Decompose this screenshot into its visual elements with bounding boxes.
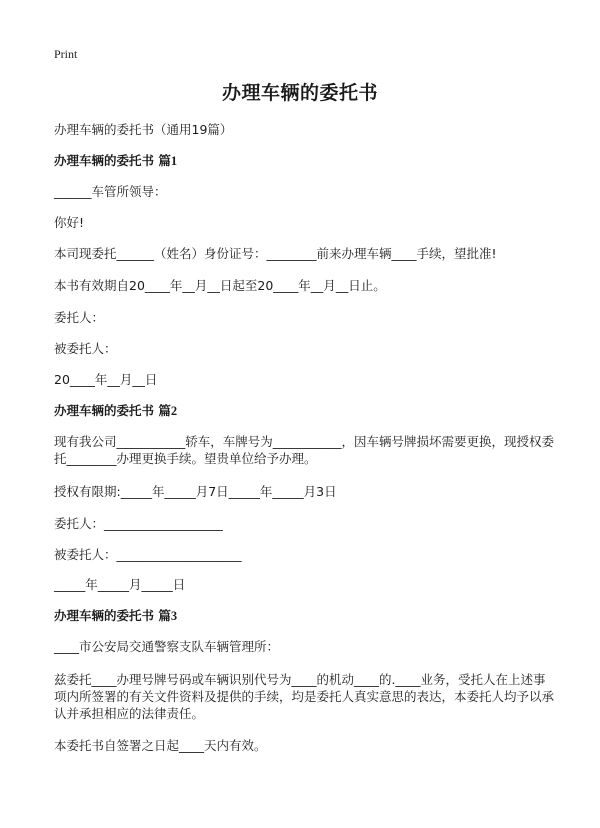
page-title: 办理车辆的委托书 [221, 82, 378, 104]
section-heading-3-text: 办理车辆的委托书 [54, 608, 159, 623]
section1-addressee: ______车管所领导： [54, 184, 167, 199]
section2-period: 授权有限期:_____年_____月7日_____年_____月3日 [54, 484, 337, 499]
section2-principal: 委托人：___________________ [54, 516, 223, 531]
section2-agent: 被委托人：____________________ [54, 547, 242, 562]
section-heading-1-text: 办理车辆的委托书 [54, 153, 159, 168]
section1-body: 本司现委托______（姓名）身份证号：________前来办理车辆____手续，望批准! [54, 246, 497, 261]
section1-date: 20____年__月__日 [54, 372, 158, 387]
section-heading-2-text: 办理车辆的委托书 [54, 403, 159, 418]
document-subtitle: 办理车辆的委托书（通用19篇） [54, 122, 233, 137]
section3-addressee: ____市公安局交通警察支队车辆管理所： [54, 639, 280, 654]
section-heading-1-number: 篇1 [158, 154, 178, 168]
section2-date: _____年_____月_____日 [54, 577, 186, 592]
print-link[interactable]: Print [54, 47, 78, 61]
section-heading-3-number: 篇3 [158, 609, 178, 623]
section1-principal: 委托人： [54, 310, 105, 325]
section1-validity: 本书有效期自20____年__月__日起至20____年__月__日止。 [54, 278, 386, 293]
section1-agent: 被委托人： [54, 341, 117, 356]
section2-body: 现有我公司___________轿车，车牌号为___________，因车辆号牌损坏需要更换，现授权委托________办理更换手续。望贵单位给予办理。 [54, 434, 555, 466]
section3-validity: 本委托书自签署之日起____天内有效。 [54, 738, 267, 753]
section-heading-2-number: 篇2 [158, 404, 178, 418]
section1-greeting: 你好! [54, 215, 85, 230]
section-heading-2 [54, 402, 560, 420]
section-heading-1 [54, 152, 560, 170]
section3-body: 兹委托____办理号牌号码或车辆识别代号为____的机动____的.____业务，受托人在上述事项内所签署的有关文件资料及提供的手续，均是委托人真实意思的表达，本委托人均予以承认并承担相应的法律责任。 [54, 672, 555, 721]
section-heading-3 [54, 607, 560, 625]
